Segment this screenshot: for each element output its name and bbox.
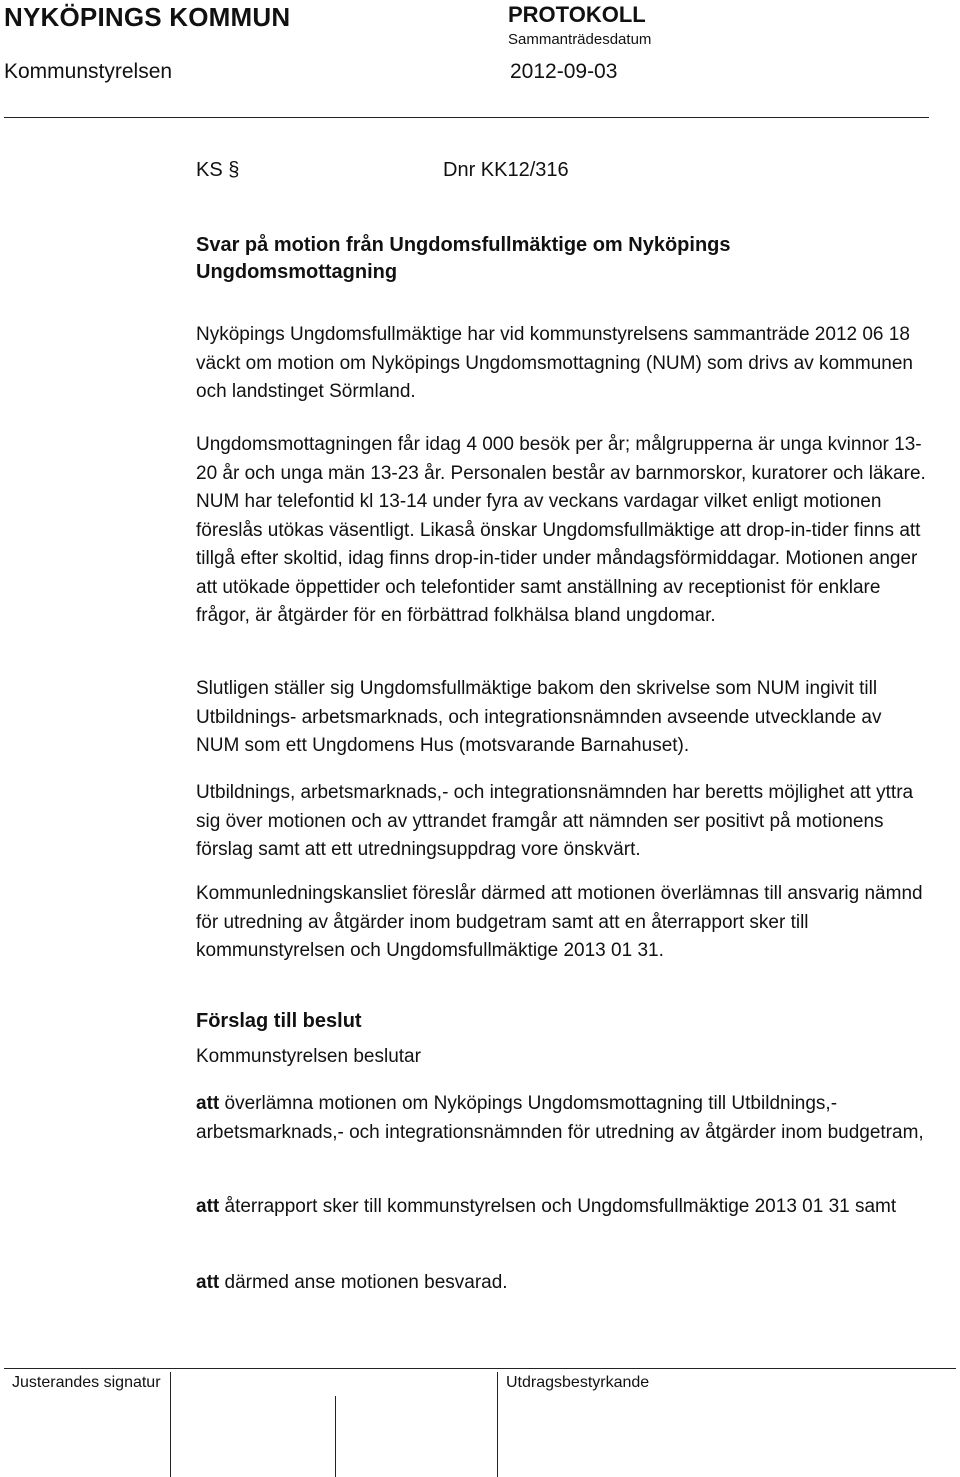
paragraph-text: Utbildnings, arbetsmarknads,- och integrationsnämnden har beretts möjlighet att yttra sig över motionen och av yttrandet framgår att nämnden ser positivt på motionens förslag samt att ett utredningsuppdrag vore önskvärt.	[196, 782, 914, 860]
att-keyword: att	[196, 1272, 220, 1293]
document-type: PROTOKOLL	[508, 2, 646, 27]
meeting-date-label: Sammanträdesdatum	[508, 31, 652, 48]
att-keyword: att	[196, 1196, 220, 1217]
decision-item-1	[196, 1089, 926, 1147]
decision-item-text: därmed anse motionen besvarad.	[224, 1272, 508, 1293]
paragraph-text: Kommunledningskansliet föreslår därmed att motionen överlämnas till ansvarig nämnd för utredning av åtgärder inom budgetram samt att en återrapport sker till kommunstyrelsen och Ungdomsfullmäktige 2013 01 31.	[196, 883, 923, 961]
body-paragraph-1	[196, 321, 926, 407]
organization-name: NYKÖPINGS KOMMUN	[4, 2, 291, 32]
section-reference: KS §	[196, 159, 240, 181]
signature-box-divider-2	[335, 1396, 336, 1477]
footer-divider	[4, 1368, 956, 1369]
meeting-date: 2012-09-03	[510, 60, 618, 83]
paragraph-text: Slutligen ställer sig Ungdomsfullmäktige bakom den skrivelse som NUM ingivit till Utbildnings- arbetsmarknads, och integrationsnämnden avseende utvecklande av NUM som ett Ungdomens Hus (motsvarande Barnahuset).	[196, 678, 882, 756]
signature-box-divider-3	[497, 1372, 498, 1477]
paragraph-text: Nyköpings Ungdomsfullmäktige har vid kommunstyrelsens sammanträde 2012 06 18 väckt om motion om Nyköpings Ungdomsmottagning (NUM) som drivs av kommunen och landstinget Sörmland.	[196, 324, 913, 402]
body-paragraph-5	[196, 880, 926, 966]
board-name: Kommunstyrelsen	[4, 60, 173, 83]
decision-item-3	[196, 1268, 926, 1297]
certification-label: Utdragsbestyrkande	[506, 1374, 650, 1391]
body-paragraph-3	[196, 675, 926, 761]
body-paragraph-4	[196, 779, 926, 865]
document-title: Svar på motion från Ungdomsfullmäktige om Nyköpings Ungdomsmottagning	[196, 234, 731, 283]
signature-label: Justerandes signatur	[12, 1374, 161, 1391]
decision-heading: Förslag till beslut	[196, 1010, 362, 1032]
decision-item-text: överlämna motionen om Nyköpings Ungdomsmottagning till Utbildnings,- arbetsmarknads,- och integrationsnämnden för utredning av åtgärder inom budgetram,	[196, 1093, 924, 1143]
case-number: Dnr KK12/316	[443, 159, 569, 181]
paragraph-text: Ungdomsmottagningen får idag 4 000 besök per år; målgrupperna är unga kvinnor 13-20 år och unga män 13-23 år. Personalen består av barnmorskor, kuratorer och läkare. NUM har telefontid kl 13-14 under fyra av veckans vardagar vilket enligt motionen föreslås utökas väsentligt. Likaså önskar Ungdomsfullmäktige att drop-in-tider finns att tillgå efter skoltid, idag finns drop-in-tider under måndagsförmiddagar. Motionen anger att utökade öppettider och telefontider samt anställning av receptionist för enklare frågor, är åtgärder för en förbättrad folkhälsa bland ungdomar.	[196, 434, 926, 626]
decision-item-text: återrapport sker till kommunstyrelsen och Ungdomsfullmäktige 2013 01 31 samt	[224, 1196, 897, 1217]
decision-item-2	[196, 1192, 926, 1221]
att-keyword: att	[196, 1093, 220, 1114]
signature-box-divider-1	[170, 1372, 171, 1477]
header-divider	[4, 117, 929, 118]
decision-intro: Kommunstyrelsen beslutar	[196, 1046, 421, 1067]
body-paragraph-2	[196, 431, 926, 631]
